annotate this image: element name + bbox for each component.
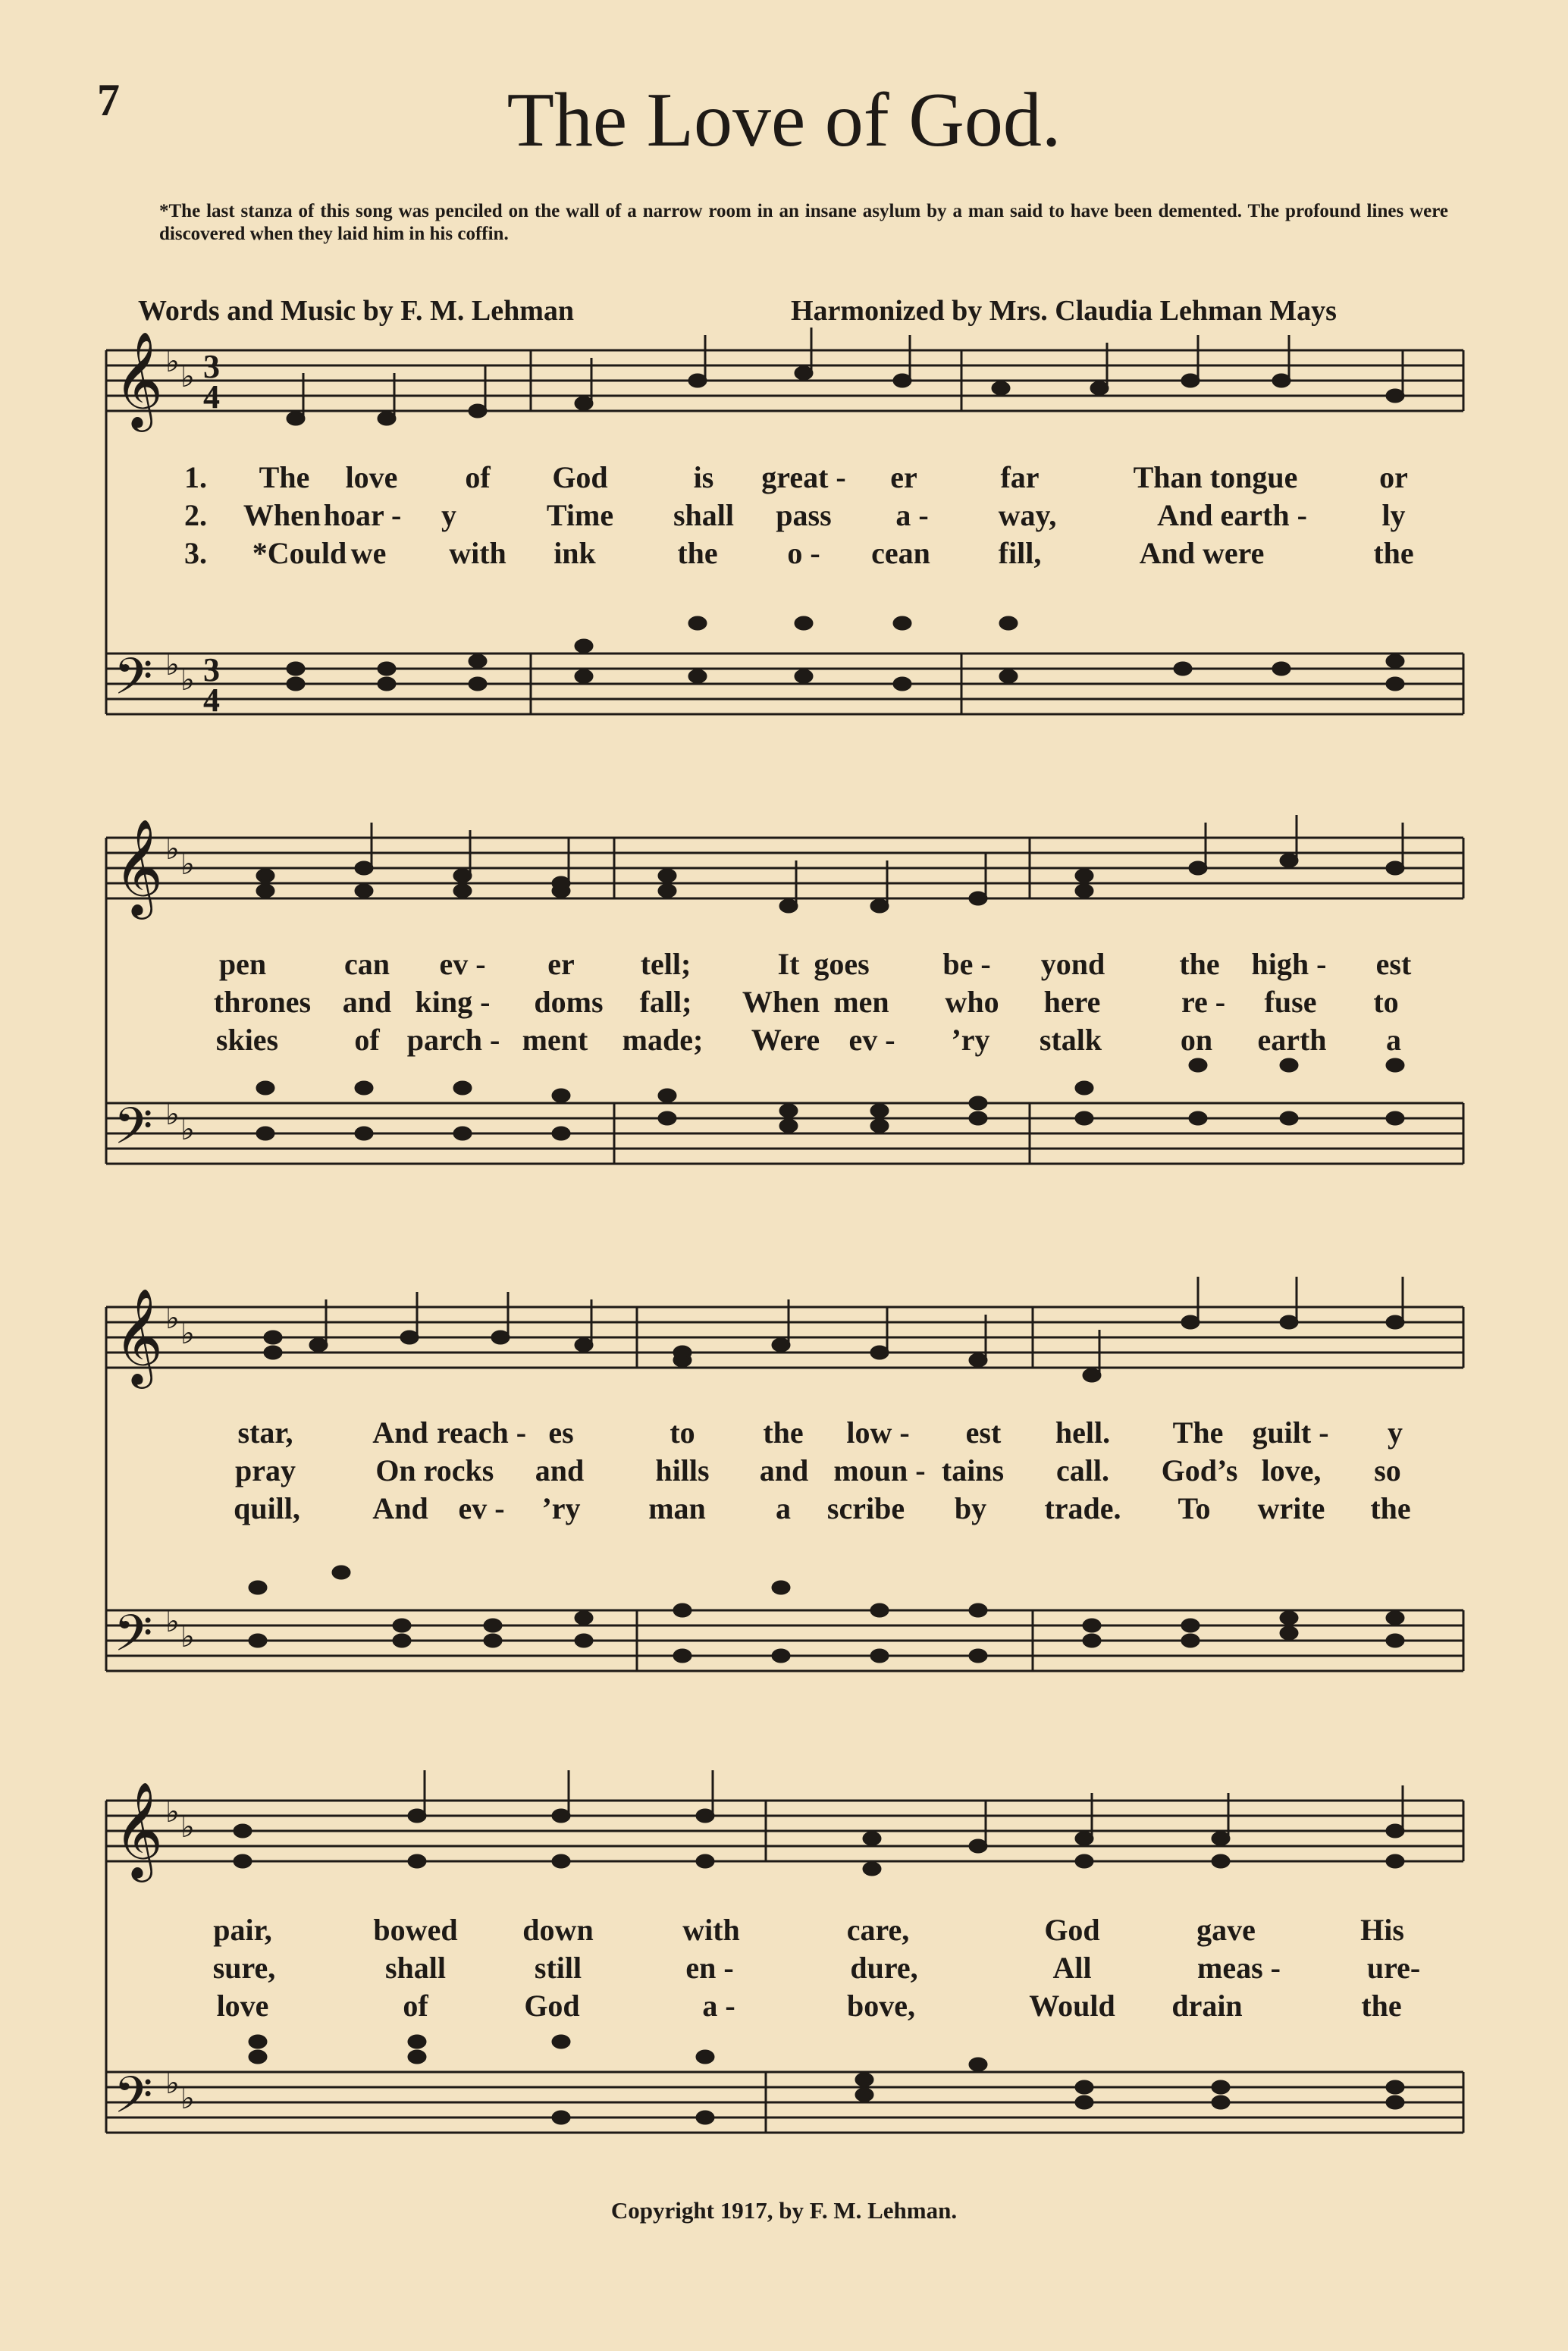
lyric: God (1044, 1913, 1100, 1947)
lyric: The (1172, 1415, 1224, 1450)
lyric: guilt - (1252, 1415, 1329, 1450)
svg-text:4: 4 (203, 682, 220, 719)
page-number: 7 (97, 75, 120, 125)
svg-text:♭: ♭ (165, 2066, 180, 2100)
lyric: reach - (436, 1415, 527, 1450)
svg-text:𝄞: 𝄞 (114, 1287, 164, 1384)
lyric: the (1373, 536, 1414, 570)
lyric: ink (554, 536, 596, 570)
lyric: And (372, 1415, 428, 1450)
lyric: On (375, 1453, 416, 1487)
lyric: the (763, 1415, 804, 1450)
lyric: ure- (1366, 1951, 1421, 1985)
svg-text:𝄞: 𝄞 (114, 818, 164, 915)
svg-text:𝄢: 𝄢 (114, 647, 153, 718)
lyric: ev - (848, 1023, 895, 1057)
lyric: to (1373, 985, 1399, 1019)
lyric: a (1386, 1023, 1401, 1057)
lyric: of (403, 1989, 428, 2023)
lyric: Would (1029, 1989, 1115, 2023)
lyric: And earth - (1157, 498, 1307, 532)
lyric: ’ry (541, 1491, 581, 1525)
lyric: 3. (184, 536, 207, 570)
lyric: o - (787, 536, 820, 570)
lyric: way, (998, 498, 1057, 532)
lyric: His (1360, 1913, 1404, 1947)
lyric: love, (1261, 1453, 1322, 1487)
lyric: 2. (184, 498, 207, 532)
lyric: cean (871, 536, 930, 570)
lyric: on (1180, 1023, 1213, 1057)
lyric: skies (215, 1023, 279, 1057)
lyric: is (693, 460, 714, 494)
lyric: er (547, 947, 575, 981)
lyric: who (945, 985, 999, 1019)
lyric: call. (1056, 1453, 1109, 1487)
svg-text:♭: ♭ (165, 832, 180, 866)
lyric: tell; (640, 947, 691, 981)
lyric: fuse (1264, 985, 1317, 1019)
lyric: est (1375, 947, 1412, 981)
svg-text:♭: ♭ (165, 647, 180, 682)
lyric: Were (751, 1023, 820, 1057)
lyric: low - (846, 1415, 910, 1450)
lyric: of (354, 1023, 380, 1057)
lyric: ’ry (951, 1023, 990, 1057)
lyric: When (742, 985, 820, 1019)
lyric: star, (237, 1415, 293, 1450)
lyric: And (372, 1491, 428, 1525)
lyric: moun - (833, 1453, 926, 1487)
lyric: scribe (826, 1491, 905, 1525)
svg-text:♭: ♭ (165, 1604, 180, 1638)
lyric: Than tongue (1133, 460, 1298, 494)
lyric: hoar - (323, 498, 402, 532)
lyric: care, (846, 1913, 910, 1947)
lyric: king - (415, 985, 491, 1019)
lyric: God (524, 1989, 580, 2023)
time-sig-bottom: 4 (203, 378, 220, 415)
lyric: a - (895, 498, 929, 532)
lyric: so (1374, 1453, 1401, 1487)
lyric: pair, (213, 1913, 272, 1947)
svg-text:𝄞: 𝄞 (114, 331, 164, 428)
lyric: a (776, 1491, 791, 1525)
lyric: stalk (1039, 1023, 1102, 1057)
lyric: ev - (458, 1491, 505, 1525)
lyric: love (216, 1989, 269, 2023)
lyric: It (777, 947, 800, 981)
lyric: gave (1196, 1913, 1256, 1947)
lyric: still (534, 1951, 582, 1985)
lyric: trade. (1044, 1491, 1121, 1525)
lyric: parch - (406, 1023, 500, 1057)
svg-text:𝄢: 𝄢 (114, 1097, 153, 1168)
lyric: bowed (373, 1913, 458, 1947)
lyric: pray (235, 1453, 296, 1487)
lyric: re - (1181, 985, 1226, 1019)
lyric: fill, (998, 536, 1042, 570)
lyric: yond (1040, 947, 1105, 981)
lyric: high - (1251, 947, 1327, 981)
lyric: down (522, 1913, 594, 1947)
lyric: thrones (213, 985, 312, 1019)
lyric: made; (622, 1023, 704, 1057)
svg-text:♭: ♭ (180, 663, 195, 697)
lyric: God (552, 460, 608, 494)
lyric: tains (941, 1453, 1005, 1487)
lyric: pen (218, 947, 267, 981)
lyric: Time (546, 498, 614, 532)
lyric: sure, (212, 1951, 276, 1985)
lyric: pass (776, 498, 832, 532)
lyric: a - (702, 1989, 735, 2023)
lyric: ment (522, 1023, 588, 1057)
svg-text:♭: ♭ (180, 1112, 195, 1146)
lyric: *Could (252, 536, 347, 570)
lyric: with (449, 536, 506, 570)
lyric: the (1179, 947, 1220, 981)
lyric: er (890, 460, 917, 494)
words-music-credit: Words and Music by F. M. Lehman (138, 295, 575, 327)
lyric: When (243, 498, 321, 532)
lyric: love (345, 460, 398, 494)
lyric: man (648, 1491, 706, 1525)
lyric: here (1043, 985, 1101, 1019)
lyric: and (342, 985, 392, 1019)
lyric: doms (534, 985, 604, 1019)
lyric: All (1052, 1951, 1092, 1985)
lyric: we (350, 536, 387, 570)
time-sig-top: 3 (203, 348, 220, 385)
lyric: 1. (184, 460, 207, 494)
lyric: and (535, 1453, 585, 1487)
lyric: and (759, 1453, 809, 1487)
lyric: And were (1139, 536, 1265, 570)
svg-text:♭: ♭ (180, 2081, 195, 2115)
lyric: est (965, 1415, 1002, 1450)
lyric: by (954, 1491, 987, 1525)
lyric: to (670, 1415, 695, 1450)
lyric: can (344, 947, 390, 981)
lyric: meas - (1197, 1951, 1281, 1985)
lyric: God’s (1161, 1453, 1238, 1487)
lyric: quill, (234, 1491, 300, 1525)
svg-text:♭: ♭ (165, 1097, 180, 1131)
svg-text:𝄞: 𝄞 (114, 1781, 164, 1878)
lyric: be - (942, 947, 991, 981)
svg-text:♭: ♭ (180, 359, 195, 393)
svg-text:♭: ♭ (165, 344, 180, 378)
lyric: To (1178, 1491, 1211, 1525)
svg-text:♭: ♭ (180, 847, 195, 881)
svg-text:♭: ♭ (165, 1795, 180, 1829)
lyric: The (259, 460, 310, 494)
lyric: drain (1171, 1989, 1243, 2023)
svg-text:♭: ♭ (180, 1810, 195, 1844)
svg-text:3: 3 (203, 651, 220, 688)
lyric: bove, (847, 1989, 915, 2023)
harmonization-credit: Harmonized by Mrs. Claudia Lehman Mays (791, 295, 1337, 327)
lyric: rocks (423, 1453, 494, 1487)
lyric: the (1361, 1989, 1402, 2023)
lyric: far (1000, 460, 1040, 494)
lyric: ly (1381, 498, 1406, 532)
lyric: with (682, 1913, 740, 1947)
svg-text:𝄢: 𝄢 (114, 1604, 153, 1675)
lyric: hell. (1055, 1415, 1111, 1450)
lyric: write (1257, 1491, 1325, 1525)
lyric: men (833, 985, 889, 1019)
lyric: y (1388, 1415, 1403, 1450)
lyric: shall (384, 1951, 447, 1985)
lyric: of (465, 460, 491, 494)
copyright-notice: Copyright 1917, by F. M. Lehman. (610, 2197, 958, 2224)
lyric: hills (655, 1453, 710, 1487)
svg-text:♭: ♭ (165, 1301, 180, 1335)
hymn-title: The Love of God. (506, 77, 1062, 163)
svg-text:𝄢: 𝄢 (114, 2066, 153, 2136)
lyric: en - (685, 1951, 734, 1985)
footnote: *The last stanza of this song was penciled on the wall of a narrow room in an insane asylum by a man said to have been demented. The profound lines were discovered when they laid him in his coffin. (159, 201, 1448, 244)
svg-text:♭: ♭ (180, 1316, 195, 1350)
lyric: the (1370, 1491, 1411, 1525)
lyric: ev - (439, 947, 486, 981)
lyric: the (677, 536, 718, 570)
lyric: shall (673, 498, 735, 532)
lyric: or (1379, 460, 1408, 494)
lyric: es (548, 1415, 574, 1450)
system-1-notation (0, 331, 1568, 758)
lyric: earth (1257, 1023, 1327, 1057)
lyric: dure, (850, 1951, 918, 1985)
svg-text:♭: ♭ (180, 1619, 195, 1654)
lyric: goes (814, 947, 870, 981)
lyric: fall; (639, 985, 692, 1019)
lyric: great - (761, 460, 846, 494)
lyric: y (441, 498, 456, 532)
